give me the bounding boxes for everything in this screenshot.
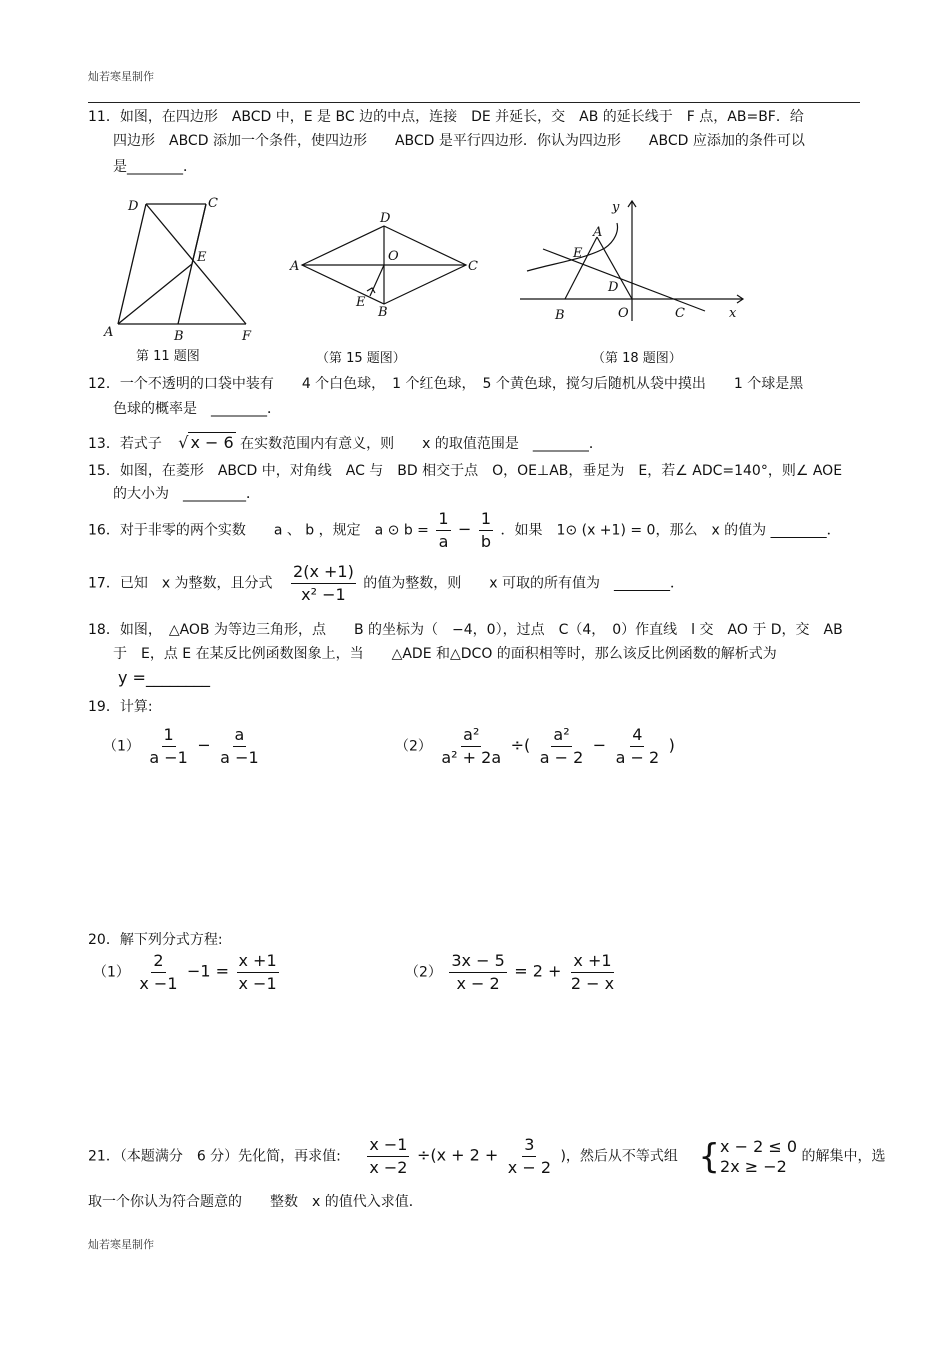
q12-line2: 色球的概率是 ________．: [113, 401, 281, 417]
q21-mid: )，然后从不等式组: [560, 1148, 678, 1165]
fig18-label-y: y: [612, 200, 620, 215]
fig15-label-O: O: [388, 249, 399, 264]
fig15-label-B: B: [378, 305, 388, 320]
q21-div: ÷(x + 2 +: [416, 1145, 499, 1165]
q20-p1-label: （1）: [93, 964, 130, 981]
q19-p2-op: −: [592, 735, 607, 755]
fig15-caption: （第 15 题图）: [316, 351, 406, 366]
q20-p1-frac1: $\frac{2}{x -1}$: [139, 951, 178, 993]
q19-p1-frac2: $\frac{a}{a -1}$: [220, 725, 259, 767]
q21-post: 的解集中，选: [801, 1148, 886, 1165]
page-header: 灿若寒星制作: [88, 70, 154, 83]
q16-minus: −: [458, 519, 472, 539]
figure-15: [288, 208, 488, 323]
q17-pre: 17．已知 x 为整数，且分式: [88, 575, 273, 592]
fig11-label-A: A: [104, 325, 114, 340]
q11-line2: 四边形 ABCD 添加一个条件，使四边形 ABCD 是平行四边形．你认为四边形 ABCD 应添加的条件可以: [113, 133, 805, 149]
q12-line1: 12．一个不透明的口袋中装有 4 个白色球， 1 个红色球， 5 个黄色球，搅匀后随机从袋中摸出 1 个球是黑: [88, 376, 804, 392]
q15-line2: 的大小为 _________．: [113, 486, 260, 502]
fig11-label-E: E: [197, 250, 207, 265]
fig18-label-O: O: [618, 306, 629, 321]
q13-pre: 13．若式子: [88, 436, 162, 452]
figure-11: [98, 190, 268, 345]
q18-line1: 18．如图， △AOB 为等边三角形，点 B 的坐标为（ −4，0），过点 C（4， 0）作直线 l 交 AO 于 D，交 AB: [88, 622, 843, 638]
fig18-label-E: E: [573, 246, 583, 261]
q18-line2: 于 E，点 E 在某反比例函数图象上，当 △ADE 和△DCO 的面积相等时，那么该反比例函数的解析式为: [113, 646, 777, 662]
figure-18: [515, 193, 755, 328]
q18-line3: y =________: [118, 668, 210, 687]
fig11-label-F: F: [242, 329, 252, 344]
q19-p2-frac2: $\frac{\text{a²}}{a - 2}$: [539, 725, 584, 767]
fig11-caption: 第 11 题图: [136, 349, 200, 364]
fig15-label-E: E: [356, 295, 366, 310]
q19-p1-label: （1）: [103, 738, 140, 755]
q19-part2: [395, 726, 675, 767]
brace-icon: {: [698, 1136, 721, 1177]
q21-line1: [88, 1136, 885, 1177]
q19-part1: [103, 726, 264, 767]
q16: [88, 510, 841, 551]
q13-radicand: x − 6: [190, 433, 234, 452]
fig18-label-B: B: [555, 308, 565, 323]
fig15-label-C: C: [468, 259, 478, 274]
q16-pre: 16．对于非零的两个实数 a 、 b ，规定 a ⊙ b =: [88, 522, 429, 539]
header-rule: [88, 102, 860, 103]
q19-p1-frac1: $\frac{1}{a -1}$: [149, 725, 188, 767]
q20-p2-label: （2）: [405, 964, 442, 981]
q21-frac1: $\frac{x -1}{x -2}$: [369, 1135, 408, 1177]
q17-frac: $\frac{2(x +1)}{\text{x² −1}}$: [293, 562, 354, 604]
q17: [88, 563, 684, 604]
q20-part1: [93, 952, 282, 993]
fig11-label-D: D: [128, 199, 139, 214]
q19-p2-frac1: $\frac{\text{a²}}{\text{a² + 2a}}$: [441, 725, 502, 767]
q20-part2: [405, 952, 619, 993]
fig15-label-D: D: [380, 211, 391, 226]
q19-title: 19．计算:: [88, 699, 153, 715]
q13-post: 在实数范围内有意义，则 x 的取值范围是 ________．: [240, 436, 603, 452]
q11-line3: 是________．: [113, 159, 197, 175]
q21-inequality-system: [720, 1137, 797, 1177]
q16-frac1: $\frac{1}{a}$: [438, 509, 449, 551]
q21-ineq2: 2x ≥ −2: [720, 1156, 787, 1176]
fig18-label-A: A: [593, 225, 603, 240]
q20-p2-frac1: $\frac{3x - 5}{x - 2}$: [451, 951, 505, 993]
fig18-caption: （第 18 题图）: [592, 351, 682, 366]
q20-p2-mid: = 2 +: [514, 961, 562, 981]
q20-p2-frac2: $\frac{x +1}{2 - x}$: [570, 951, 615, 993]
q20-p1-frac2: $\frac{x +1}{x -1}$: [238, 951, 277, 993]
q21-line2: 取一个你认为符合题意的 整数 x 的值代入求值．: [88, 1194, 423, 1210]
q19-p2-close: ): [668, 735, 675, 755]
q16-frac2: $\frac{1}{b}$: [480, 509, 492, 551]
fig18-label-x: x: [729, 306, 737, 321]
fig11-label-B: B: [174, 329, 184, 344]
q15-line1: 15．如图，在菱形 ABCD 中，对角线 AC 与 BD 相交于点 O，OE⊥AB，垂足为 E，若∠ ADC=140°，则∠ AOE: [88, 463, 843, 479]
q21-frac2: $\frac{3}{x - 2}$: [507, 1135, 551, 1177]
q17-post: 的值为整数，则 x 可取的所有值为 ________．: [363, 575, 685, 592]
q16-post: ．如果 1⊙ (x +1) = 0，那么 x 的值为 ________．: [500, 522, 841, 539]
q19-p2-div: ÷(: [510, 735, 531, 755]
q13: [88, 432, 603, 454]
fig11-label-C: C: [208, 196, 218, 211]
fig18-label-D: D: [608, 280, 619, 295]
q19-p2-label: （2）: [395, 738, 432, 755]
q21-pre: 21．（本题满分 6 分）先化简，再求值:: [88, 1148, 341, 1165]
q20-p1-mid: −1 =: [186, 961, 230, 981]
page-footer: 灿若寒星制作: [88, 1238, 154, 1251]
q19-p1-op: −: [197, 735, 211, 755]
q21-ineq1: x − 2 ≤ 0: [720, 1136, 797, 1156]
q19-p2-frac3: $\frac{4}{a - 2}$: [615, 725, 660, 767]
fig15-label-A: A: [290, 259, 300, 274]
fig18-label-C: C: [675, 306, 685, 321]
sqrt-icon: √: [178, 433, 189, 452]
q11-line1: 11．如图，在四边形 ABCD 中，E 是 BC 边的中点，连接 DE 并延长，交 AB 的延长线于 F 点，AB=BF．给: [88, 109, 804, 125]
q20-title: 20．解下列分式方程:: [88, 932, 223, 948]
